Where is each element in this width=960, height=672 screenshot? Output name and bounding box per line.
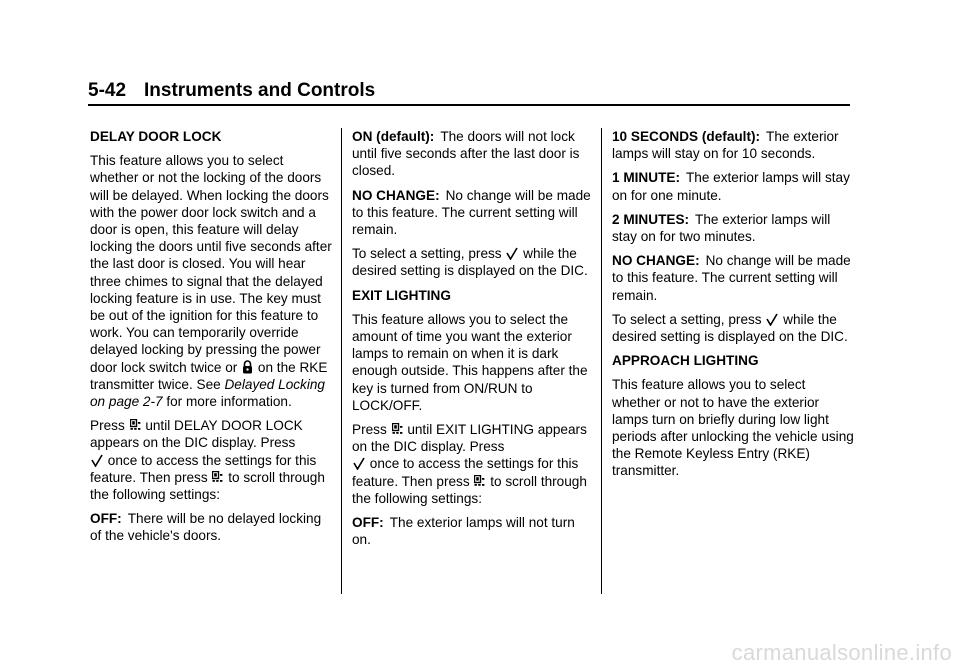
exit-select-instruction: To select a setting, press while the desired setting is displayed on the DIC. bbox=[612, 311, 848, 345]
vehicle-info-menu-icon bbox=[212, 471, 223, 484]
vehicle-info-menu-icon bbox=[392, 423, 403, 436]
checkmark-icon bbox=[766, 313, 778, 326]
delay-nochange-setting: NO CHANGE: No change will be made to this feature. The current setting will remain. bbox=[352, 187, 591, 238]
delay-on-setting: ON (default): The doors will not lock until five seconds after the last door is closed. bbox=[352, 129, 580, 179]
vehicle-info-menu-icon bbox=[474, 475, 485, 488]
exit-off-setting: OFF: The exterior lamps will not turn on. bbox=[352, 515, 575, 548]
delay-door-lock-instructions: Press until DELAY DOOR LOCK appears on the DIC display. Press once to access the settings for this feature. Then press to scroll through the following settings: bbox=[90, 418, 325, 503]
approach-lighting-intro: This feature allows you to select whether or not to have the exterior lamps turn on briefly during low light periods after unlocking the vehicle using the Remote Keyless Entry (RKE) transmitter. bbox=[612, 377, 854, 479]
exit-nochange-setting: NO CHANGE: No change will be made to this feature. The current setting will remain. bbox=[612, 253, 851, 303]
delay-select-instruction: To select a setting, press while the desired setting is displayed on the DIC. bbox=[352, 246, 588, 279]
watermark: carmanualsonline.info bbox=[731, 640, 952, 665]
column-divider bbox=[341, 128, 342, 594]
delayed-locking-link[interactable]: Delayed Locking on page 2-7 bbox=[90, 376, 325, 410]
exit-2min-setting: 2 MINUTES: The exterior lamps will stay on for two minutes. bbox=[612, 211, 831, 245]
delay-door-lock-heading: DELAY DOOR LOCK bbox=[90, 129, 222, 144]
checkmark-icon bbox=[506, 247, 518, 260]
lock-icon bbox=[242, 360, 253, 374]
vehicle-info-menu-icon bbox=[130, 419, 141, 432]
exit-lighting-intro: This feature allows you to select the amount of time you want the exterior lamps to remain on when it is dark enough outside. This happens after the key is turned from ON/RUN to LOCK/OFF. bbox=[352, 311, 588, 413]
page-title bbox=[88, 80, 850, 102]
column-2 bbox=[352, 128, 594, 555]
approach-lighting-heading: APPROACH LIGHTING bbox=[612, 353, 759, 369]
column-1 bbox=[90, 128, 332, 552]
column-3 bbox=[612, 128, 854, 487]
section-title: Instruments and Controls bbox=[144, 80, 376, 101]
delay-door-lock-intro: This feature allows you to select whether or not the locking of the doors will be delayed. When locking the doors with the power door lock switch and a door is open, this feature will delay locking the doors until five seconds after the last door is closed. You will hear three chimes to signal that the delayed locking feature is in use. The key must be out of the ignition for this feature to work. You can temporarily override delayed locking by pressing the power door lock switch twice or on the RKE transmitter twice. See Delayed Locking on page 2-7 for more information. bbox=[90, 153, 332, 410]
exit-10s-setting: 10 SECONDS (default): The exterior lamps will stay on for 10 seconds. bbox=[612, 129, 839, 162]
exit-1min-setting: 1 MINUTE: The exterior lamps will stay on for one minute. bbox=[612, 170, 850, 203]
exit-lighting-instructions: Press until EXIT LIGHTING appears on the DIC display. Press once to access the settings for this feature. Then press to scroll through the following settings: bbox=[352, 422, 587, 506]
exit-lighting-heading: EXIT LIGHTING bbox=[352, 287, 451, 303]
column-divider bbox=[601, 128, 602, 594]
checkmark-icon bbox=[91, 454, 103, 467]
page-header bbox=[88, 80, 850, 106]
header-rule bbox=[88, 104, 850, 106]
delay-off-setting: OFF: There will be no delayed locking of the vehicle's doors. bbox=[90, 511, 322, 544]
checkmark-icon bbox=[353, 457, 365, 470]
page-number: 5-42 bbox=[88, 80, 127, 101]
